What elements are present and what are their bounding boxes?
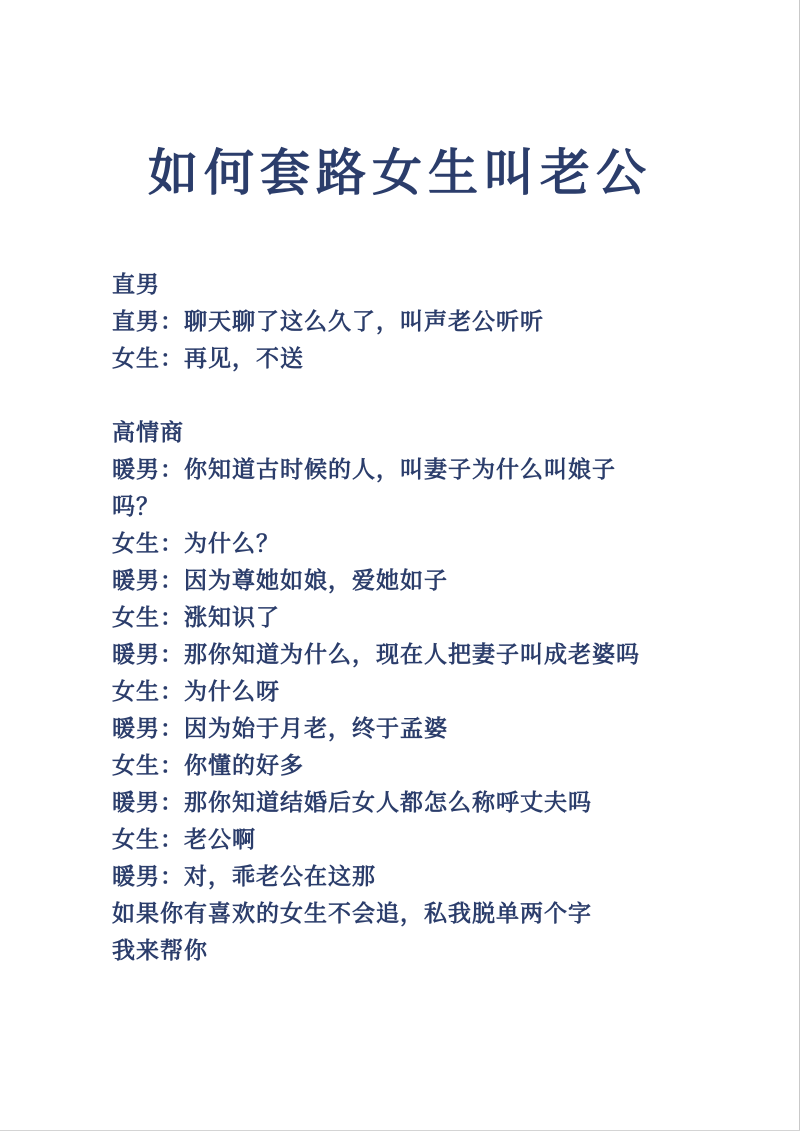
document-body	[112, 267, 772, 970]
closing-line: 如果你有喜欢的女生不会追，私我脱单两个字	[112, 901, 592, 927]
dialogue-line: 吗？	[112, 494, 160, 520]
dialogue-line: 暖男：你知道古时候的人，叫妻子为什么叫娘子	[112, 457, 616, 483]
dialogue-line: 暖男：对，乖老公在这那	[112, 864, 376, 890]
dialogue-line: 女生：再见，不送	[112, 346, 304, 372]
dialogue-line: 暖男：因为尊她如娘，爱她如子	[112, 568, 448, 594]
dialogue-line: 暖男：那你知道为什么，现在人把妻子叫成老婆吗	[112, 642, 640, 668]
section-spacer	[112, 378, 772, 415]
dialogue-line: 女生：你懂的好多	[112, 753, 304, 779]
dialogue-line: 女生：为什么？	[112, 531, 280, 557]
dialogue-line: 暖男：因为始于月老，终于孟婆	[112, 716, 448, 742]
dialogue-line: 直男：聊天聊了这么久了，叫声老公听听	[112, 309, 544, 335]
section-heading-gaoqingshang: 高情商	[112, 420, 184, 446]
dialogue-line: 女生：为什么呀	[112, 679, 280, 705]
dialogue-line: 女生：涨知识了	[112, 605, 280, 631]
section-heading-zhinan: 直男	[112, 272, 160, 298]
page-title: 如何套路女生叫老公	[148, 144, 652, 202]
dialogue-line: 女生：老公啊	[112, 827, 256, 853]
dialogue-line: 暖男：那你知道结婚后女人都怎么称呼丈夫吗	[112, 790, 592, 816]
closing-line: 我来帮你	[112, 938, 208, 964]
